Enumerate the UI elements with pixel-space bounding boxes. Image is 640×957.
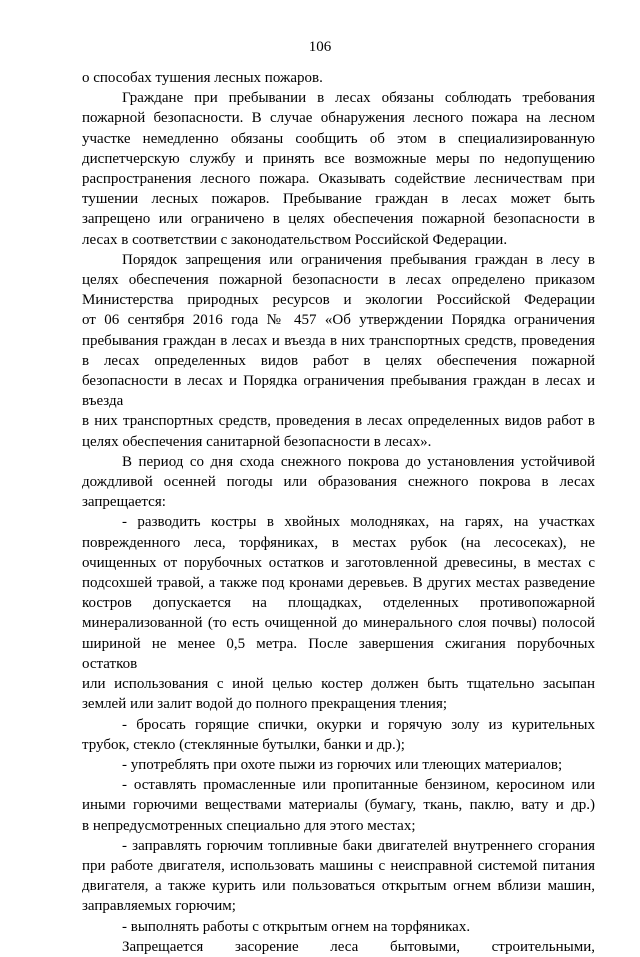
text-line: иными горючими веществами материалы (бумагу, ткань, паклю, вату и др.) bbox=[82, 797, 595, 814]
text-line: запрещено или ограничено в целях обеспечения пожарной безопасности в bbox=[82, 211, 595, 228]
text-line: тушении лесных пожаров. Пребывание граждан в лесах может быть bbox=[82, 191, 595, 208]
text-line: заправляемых горючим; bbox=[82, 898, 236, 915]
text-line: поврежденного леса, торфяниках, в местах рубок (на лесосеках), не bbox=[82, 534, 595, 551]
text-line: - разводить костры в хвойных молодняках, на гарях, на участках bbox=[122, 514, 595, 531]
text-line: подсохшей травой, а также под кронами деревьев. В других местах разведение bbox=[82, 575, 595, 592]
text-line: лесах в соответствии с законодательством Российской Федерации. bbox=[82, 231, 508, 248]
text-line: двигателя, а также курить или пользоваться открытым огнем вблизи машин, bbox=[82, 878, 595, 895]
text-line: пожарной безопасности. В случае обнаружения лесного пожара на лесном bbox=[82, 110, 595, 127]
text-line: диспетчерскую службу и принять все возможные меры по недопущению bbox=[82, 150, 595, 167]
text-line: остатков bbox=[82, 655, 138, 672]
text-line: от 06 сентября 2016 года № 457 «Об утверждении Порядка ограничения bbox=[82, 312, 595, 329]
text-line: - заправлять горючим топливные баки двигателей внутреннего сгорания bbox=[122, 837, 595, 854]
text-line: в них транспортных средств, проведения в лесах определенных видов работ в bbox=[82, 413, 595, 430]
text-line: - употреблять при охоте пыжи из горючих или тлеющих материалов; bbox=[122, 756, 563, 773]
text-line: Министерства природных ресурсов и экологии Российской Федерации bbox=[82, 292, 595, 309]
text-line: целях обеспечения санитарной безопасности в лесах». bbox=[82, 433, 432, 450]
text-line: или использования с иной целью костер должен быть тщательно засыпан bbox=[82, 676, 595, 693]
text-line: запрещается: bbox=[82, 494, 166, 511]
text-line: - бросать горящие спички, окурки и горячую золу из курительных bbox=[122, 716, 595, 733]
text-line: безопасности в лесах и Порядка ограничения пребывания граждан в лесах и bbox=[82, 373, 595, 390]
page-number: 106 bbox=[308, 39, 332, 55]
text-line: участке немедленно обязаны сообщить об этом в специализированную bbox=[82, 130, 595, 147]
text-line: распространения лесного пожара. Оказывать содействие лесничествам при bbox=[82, 171, 595, 188]
text-line: Порядок запрещения или ограничения пребывания граждан в лесу в bbox=[122, 251, 595, 268]
text-line: пребывания граждан в лесах и въезда в них транспортных средств, проведения bbox=[82, 332, 595, 349]
text-line: - оставлять промасленные или пропитанные бензином, керосином или bbox=[122, 777, 595, 794]
text-line: минерализованной (то есть очищенной до минерального слоя почвы) полосой bbox=[82, 615, 595, 632]
page-text bbox=[82, 68, 595, 957]
text-line: землей или залит водой до полного прекращения тления; bbox=[82, 696, 448, 713]
text-line: въезда bbox=[82, 393, 124, 410]
text-line: Запрещается засорение леса бытовыми, строительными, bbox=[122, 938, 595, 955]
text-line: шириной не менее 0,5 метра. После завершения сжигания порубочных bbox=[82, 635, 595, 652]
text-line: костров допускается на площадках, отделенных противопожарной bbox=[82, 595, 595, 612]
text-line: при работе двигателя, использовать машины с неисправной системой питания bbox=[82, 857, 595, 874]
text-line: трубок, стекло (стеклянные бутылки, банки и др.); bbox=[82, 736, 405, 753]
text-line: Граждане при пребывании в лесах обязаны соблюдать требования bbox=[122, 90, 595, 107]
text-line: очищенных от порубочных остатков и заготовленной древесины, в местах с bbox=[82, 554, 595, 571]
text-line: целях обеспечения пожарной безопасности в лесах определено приказом bbox=[82, 272, 595, 289]
text-line: В период со дня схода снежного покрова до установления устойчивой bbox=[122, 453, 595, 470]
text-line: дождливой осенней погоды или образования снежного покрова в лесах bbox=[82, 474, 595, 491]
text-line: в непредусмотренных специально для этого местах; bbox=[82, 817, 416, 834]
text-line: в лесах определенных видов работ в целях обеспечения пожарной bbox=[82, 352, 595, 369]
text-line: о способах тушения лесных пожаров. bbox=[82, 70, 323, 86]
text-line: - выполнять работы с открытым огнем на торфяниках. bbox=[122, 918, 471, 935]
